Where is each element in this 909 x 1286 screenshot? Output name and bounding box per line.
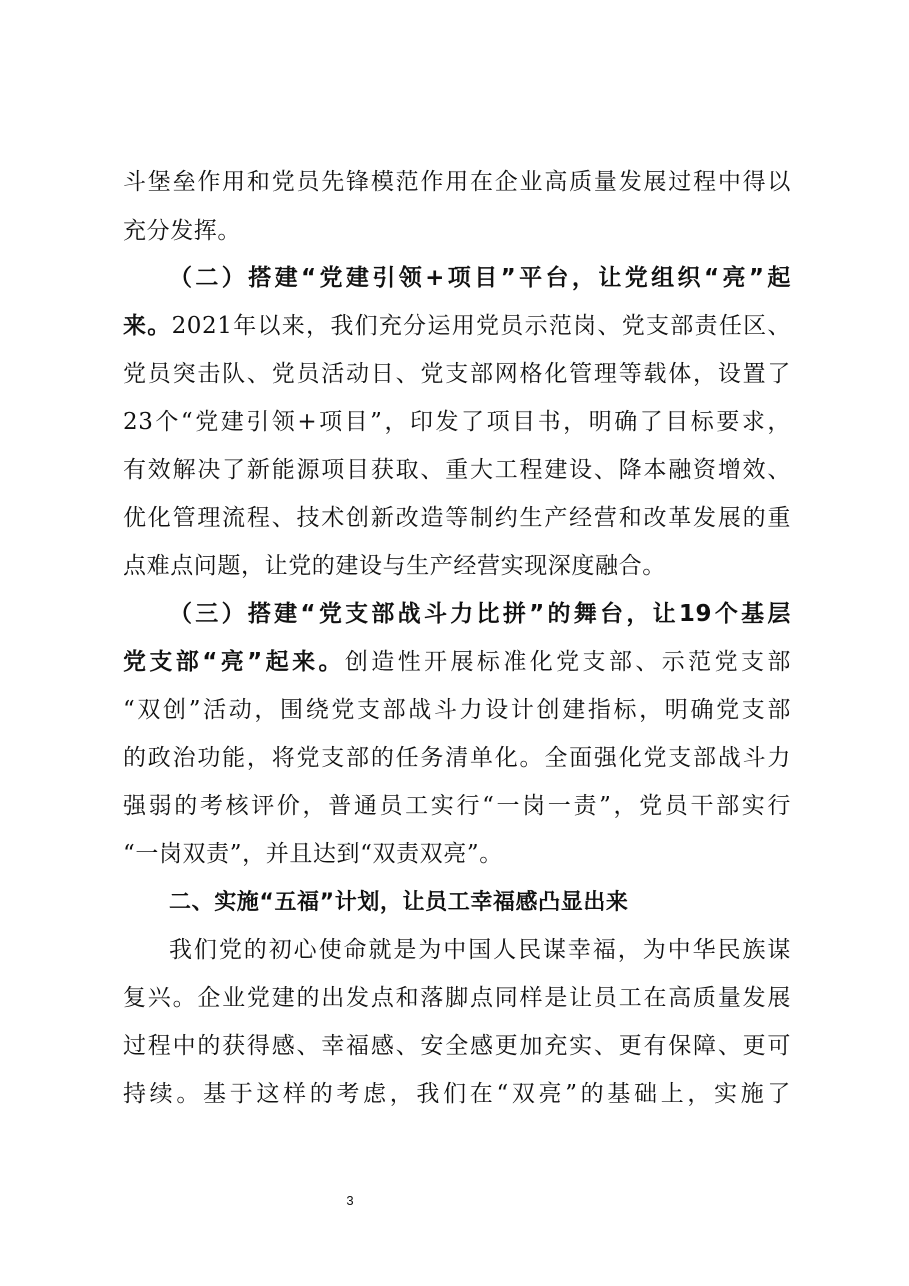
paragraph-line	[123, 690, 791, 730]
paragraph-line	[123, 786, 791, 826]
line-text: “一岗双责”，并且达到“双责双亮”。	[123, 841, 503, 867]
paragraph-line	[123, 162, 791, 202]
line-text: 过程中的获得感、幸福感、安全感更加充实、更有保障、更可	[123, 1033, 791, 1059]
chapter-heading	[123, 882, 791, 922]
line-text: 2021年以来，我们充分运用党员示范岗、党支部责任区、	[171, 313, 792, 339]
bold-lead: （二）搭建“党建引领+项目”平台，让党组织“亮”起	[169, 265, 791, 291]
line-text: 的政治功能，将党支部的任务清单化。全面强化党支部战斗力	[123, 745, 791, 771]
paragraph-line	[123, 834, 791, 874]
line-text: 充分发挥。	[123, 218, 241, 244]
paragraph-line	[123, 354, 791, 394]
bold-lead: 来。	[123, 313, 172, 339]
line-text: 23个“党建引领+项目”，印发了项目书，明确了目标要求，	[123, 409, 791, 435]
paragraph-line	[123, 211, 791, 251]
bold-lead: 党支部“亮”起来。	[123, 649, 345, 675]
line-text: 党员突击队、党员活动日、党支部网格化管理等载体，设置了	[123, 361, 791, 387]
line-text: 持续。基于这样的考虑，我们在“双亮”的基础上，实施了	[123, 1081, 791, 1107]
paragraph-line	[123, 738, 791, 778]
bold-lead: （三）搭建“党支部战斗力比拼”的舞台，让19个基层	[169, 601, 791, 627]
paragraph-line	[123, 306, 791, 346]
section-heading-line	[123, 258, 791, 298]
line-text: 复兴。企业党建的出发点和落脚点同样是让员工在高质量发展	[123, 985, 791, 1011]
line-text: 斗堡垒作用和党员先锋模范作用在企业高质量发展过程中得以	[123, 169, 791, 195]
section-heading-line	[123, 594, 791, 634]
page-number: 3	[346, 1193, 354, 1208]
paragraph-line	[123, 930, 791, 970]
line-text: 我们党的初心使命就是为中国人民谋幸福，为中华民族谋	[169, 937, 791, 963]
line-text: 有效解决了新能源项目获取、重大工程建设、降本融资增效、	[123, 457, 791, 483]
line-text: 优化管理流程、技术创新改造等制约生产经营和改革发展的重	[123, 505, 791, 531]
paragraph-line	[123, 1026, 791, 1066]
paragraph-line	[123, 978, 791, 1018]
paragraph-line	[123, 498, 791, 538]
line-text: 点难点问题，让党的建设与生产经营实现深度融合。	[123, 553, 666, 579]
paragraph-line	[123, 450, 791, 490]
line-text: 强弱的考核评价，普通员工实行“一岗一责”，党员干部实行	[123, 793, 791, 819]
line-text: 创造性开展标准化党支部、示范党支部	[344, 649, 791, 675]
paragraph-line	[123, 1074, 791, 1114]
heading-text: 二、实施“五福”计划，让员工幸福感凸显出来	[169, 890, 629, 915]
line-text: “双创”活动，围绕党支部战斗力设计创建指标，明确党支部	[123, 697, 791, 723]
paragraph-line	[123, 642, 791, 682]
paragraph-line	[123, 546, 791, 586]
paragraph-line	[123, 402, 791, 442]
